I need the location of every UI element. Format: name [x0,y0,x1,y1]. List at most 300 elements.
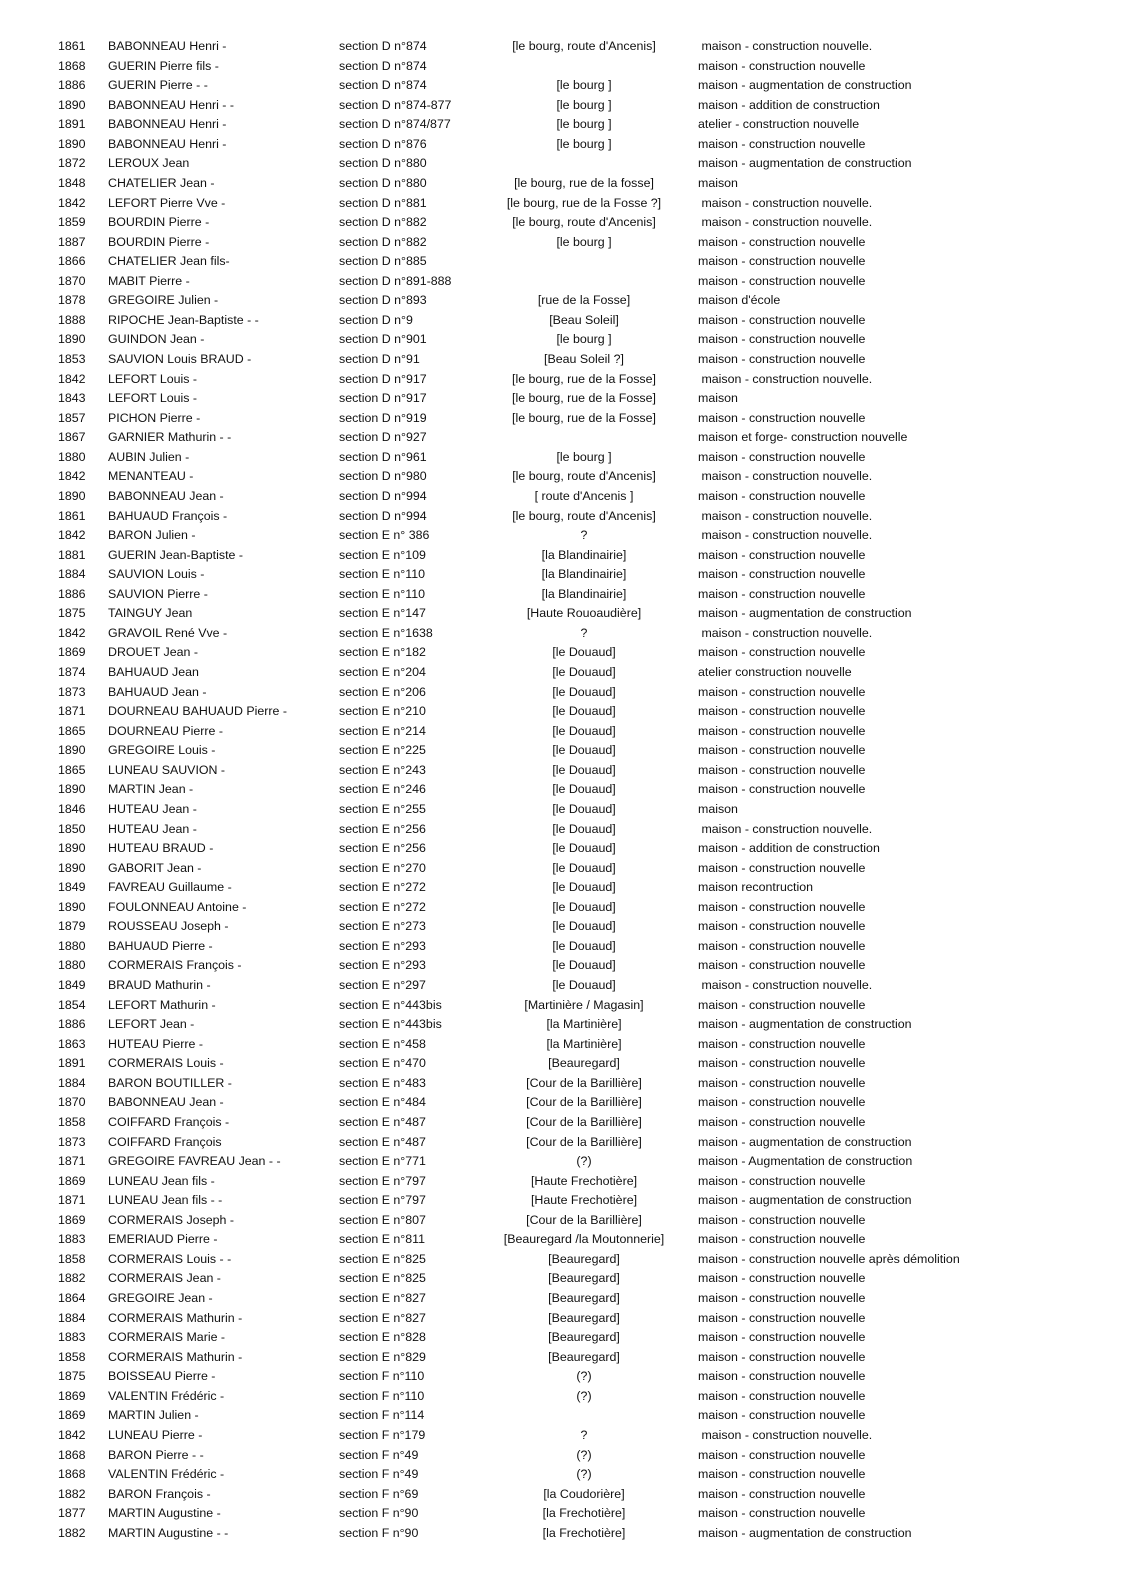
place-cell: [le bourg, route d'Ancenis] [512,39,656,53]
section-cell: section D n°9 [339,312,413,327]
description-cell: maison - construction nouvelle [698,254,866,269]
table-row [0,1152,1123,1172]
name-cell: CORMERAIS Louis - - [108,1251,232,1266]
place-cell: [Beau Soleil] [549,312,619,327]
name-cell: PICHON Pierre - [108,410,201,425]
table-row [0,507,1123,527]
year-cell: 1842 [58,195,86,210]
table-row [0,546,1123,566]
table-row [0,585,1123,605]
place-cell: (?) [576,1467,592,1482]
description-cell: maison - construction nouvelle [698,684,866,699]
year-cell: 1861 [58,39,86,53]
year-cell: 1842 [58,469,86,484]
section-cell: section E n°828 [339,1330,426,1345]
year-cell: 1869 [58,1212,86,1227]
year-cell: 1865 [58,762,86,777]
table-row [0,1328,1123,1348]
section-cell: section E n°256 [339,841,426,856]
place-cell: ? [580,528,588,543]
section-cell: section E n°214 [339,723,426,738]
name-cell: BOURDIN Pierre - [108,234,210,249]
description-cell: maison - construction nouvelle [698,1036,866,1051]
name-cell: RIPOCHE Jean-Baptiste - - [108,312,259,327]
table-row [0,350,1123,370]
place-cell: [le Douaud] [552,860,616,875]
table-row [0,1172,1123,1192]
place-cell: [le Douaud] [552,841,616,856]
description-cell: maison - addition de construction [698,97,880,112]
name-cell: BARON Pierre - - [108,1447,204,1462]
place-cell: [Cour de la Barillière] [526,1134,642,1149]
place-cell: [le Douaud] [552,762,616,777]
description-cell: maison - construction nouvelle [698,488,866,503]
description-cell: maison - construction nouvelle [698,352,866,366]
place-cell: [le bourg, rue de la Fosse] [512,410,656,425]
place-cell: [Beau Soleil ?] [544,352,624,366]
section-cell: section E n°825 [339,1251,426,1266]
table-row [0,370,1123,390]
section-cell: section E n°273 [339,919,426,934]
section-cell: section E n°771 [339,1154,426,1169]
name-cell: HUTEAU BRAUD - [108,841,214,856]
name-cell: COIFFARD François [108,1134,222,1149]
name-cell: LEROUX Jean [108,156,190,171]
section-cell: section E n°182 [339,645,426,660]
name-cell: BRAUD Mathurin - [108,978,211,992]
section-cell: section D n°891-888 [339,273,452,288]
section-cell: section E n°255 [339,801,426,816]
year-cell: 1842 [58,528,86,543]
place-cell: [Cour de la Barillière] [526,1212,642,1227]
description-cell: maison - construction nouvelle [698,899,866,914]
section-cell: section E n°487 [339,1114,426,1129]
section-cell: section E n°272 [339,880,426,895]
section-cell: section D n°881 [339,195,427,210]
description-cell: maison [698,801,738,816]
year-cell: 1848 [58,175,86,190]
table-row [0,1015,1123,1035]
table-row [0,741,1123,761]
section-cell: section D n°91 [339,352,420,366]
year-cell: 1884 [58,1075,86,1090]
table-row [0,956,1123,976]
name-cell: GREGOIRE Julien - [108,293,219,308]
place-cell: [le Douaud] [552,899,616,914]
description-cell: maison - construction nouvelle [698,743,866,758]
description-cell: maison - construction nouvelle [698,645,866,660]
description-cell: maison - construction nouvelle [698,1330,866,1345]
year-cell: 1873 [58,1134,86,1149]
description-cell: maison - construction nouvelle [698,782,866,797]
name-cell: CORMERAIS Jean - [108,1271,221,1286]
section-cell: section F n°90 [339,1506,419,1521]
table-row [0,1191,1123,1211]
place-cell: [Cour de la Barillière] [526,1075,642,1090]
place-cell: [le Douaud] [552,978,616,992]
table-row [0,272,1123,292]
section-cell: section E n°443bis [339,997,442,1012]
place-cell: (?) [576,1369,592,1384]
description-cell: maison - construction nouvelle [698,586,866,601]
description-cell: maison - construction nouvelle [698,1388,866,1403]
description-cell: maison - construction nouvelle [698,1486,866,1501]
table-row [0,1250,1123,1270]
year-cell: 1874 [58,665,86,679]
section-cell: section E n°807 [339,1212,426,1227]
year-cell: 1843 [58,391,86,406]
table-row [0,311,1123,331]
table-row [0,233,1123,253]
name-cell: LEFORT Mathurin - [108,997,216,1012]
section-cell: section F n°110 [339,1369,425,1384]
section-cell: section D n°919 [339,410,427,425]
name-cell: CORMERAIS Joseph - [108,1212,235,1227]
section-cell: section E n°797 [339,1173,426,1188]
section-cell: section E n°470 [339,1056,426,1071]
place-cell: [le Douaud] [552,958,616,973]
description-cell: maison - construction nouvelle. [698,508,873,523]
year-cell: 1886 [58,78,86,93]
year-cell: 1873 [58,684,86,699]
name-cell: BOISSEAU Pierre - [108,1369,216,1384]
table-row [0,878,1123,898]
year-cell: 1880 [58,958,86,973]
name-cell: LEFORT Louis - [108,371,198,386]
table-row [0,1465,1123,1485]
table-row [0,409,1123,429]
name-cell: TAINGUY Jean [108,606,193,621]
name-cell: CORMERAIS Marie - [108,1330,226,1345]
section-cell: section E n°829 [339,1349,426,1364]
table-row [0,761,1123,781]
name-cell: AUBIN Julien - [108,449,190,464]
description-cell: maison recontruction [698,880,814,895]
description-cell: maison - construction nouvelle [698,1310,866,1325]
section-cell: section E n°797 [339,1193,426,1208]
table-row [0,135,1123,155]
year-cell: 1883 [58,1330,86,1345]
place-cell: (?) [576,1154,592,1169]
table-row [0,330,1123,350]
description-cell: maison - construction nouvelle [698,273,866,288]
name-cell: LEFORT Jean - [108,1017,195,1032]
place-cell: [le bourg ] [556,78,612,93]
name-cell: BABONNEAU Henri - - [108,97,234,112]
table-row [0,467,1123,487]
year-cell: 1868 [58,1447,86,1462]
year-cell: 1872 [58,156,86,171]
place-cell: [Beauregard] [548,1056,620,1071]
place-cell: [Haute Rouoaudière] [526,606,642,621]
year-cell: 1861 [58,508,86,523]
name-cell: LUNEAU Jean fils - [108,1173,215,1188]
year-cell: 1854 [58,997,86,1012]
place-cell: [la Blandinairie] [541,567,627,582]
table-row [0,624,1123,644]
description-cell: maison - construction nouvelle [698,1467,866,1482]
year-cell: 1842 [58,1427,86,1442]
place-cell: [le Douaud] [552,821,616,836]
description-cell: maison - construction nouvelle [698,136,866,151]
section-cell: section E n°270 [339,860,426,875]
place-cell: [la Martinière] [546,1017,622,1032]
year-cell: 1869 [58,1173,86,1188]
year-cell: 1859 [58,215,86,230]
section-cell: section D n°882 [339,234,427,249]
description-cell: maison - augmentation de construction [698,78,912,93]
section-cell: section D n°994 [339,508,427,523]
year-cell: 1882 [58,1486,86,1501]
name-cell: FOULONNEAU Antoine - [108,899,247,914]
register-table [0,37,1123,1543]
name-cell: GUERIN Pierre fils - [108,58,219,73]
name-cell: CHATELIER Jean fils- [108,254,230,269]
section-cell: section E n°110 [339,586,426,601]
place-cell: [la Martinière] [546,1036,622,1051]
section-cell: section D n°874-877 [339,97,452,112]
table-row [0,565,1123,585]
year-cell: 1887 [58,234,86,249]
section-cell: section E n°204 [339,665,426,679]
table-row [0,1074,1123,1094]
name-cell: BABONNEAU Henri - [108,39,227,53]
description-cell: maison - construction nouvelle [698,567,866,582]
section-cell: section D n°874 [339,39,427,53]
description-cell: maison - construction nouvelle. [698,528,873,543]
table-row [0,976,1123,996]
year-cell: 1878 [58,293,86,308]
place-cell: [Beauregard] [548,1349,620,1364]
description-cell: maison - construction nouvelle [698,1056,866,1071]
table-row [0,448,1123,468]
year-cell: 1886 [58,586,86,601]
section-cell: section E n°297 [339,978,426,992]
name-cell: CORMERAIS Mathurin - [108,1310,243,1325]
name-cell: HUTEAU Jean - [108,821,197,836]
place-cell: [le bourg ] [556,117,612,132]
section-cell: section D n°876 [339,136,427,151]
section-cell: section E n°109 [339,547,426,562]
name-cell: GRAVOIL René Vve - [108,625,228,640]
year-cell: 1886 [58,1017,86,1032]
name-cell: HUTEAU Pierre - [108,1036,204,1051]
table-row [0,663,1123,683]
table-row [0,683,1123,703]
place-cell: [le Douaud] [552,665,616,679]
section-cell: section D n°901 [339,332,427,347]
year-cell: 1857 [58,410,86,425]
description-cell: maison et forge- construction nouvelle [698,430,908,445]
year-cell: 1869 [58,645,86,660]
description-cell: maison - construction nouvelle [698,449,866,464]
name-cell: LEFORT Pierre Vve - [108,195,226,210]
section-cell: section D n°880 [339,175,427,190]
table-row [0,1406,1123,1426]
description-cell: maison - Augmentation de construction [698,1154,913,1169]
year-cell: 1891 [58,1056,86,1071]
year-cell: 1871 [58,1193,86,1208]
description-cell: maison [698,175,738,190]
section-cell: section D n°874 [339,78,427,93]
place-cell: [Beauregard] [548,1251,620,1266]
year-cell: 1890 [58,97,86,112]
year-cell: 1879 [58,919,86,934]
description-cell: maison - construction nouvelle [698,1447,866,1462]
table-row [0,1309,1123,1329]
section-cell: section E n°147 [339,606,426,621]
section-cell: section D n°917 [339,371,427,386]
description-cell: maison - construction nouvelle [698,1291,866,1305]
name-cell: BABONNEAU Jean - [108,488,224,503]
year-cell: 1888 [58,312,86,327]
name-cell: BOURDIN Pierre - [108,215,210,230]
year-cell: 1849 [58,880,86,895]
name-cell: MENANTEAU - [108,469,194,484]
year-cell: 1880 [58,938,86,953]
description-cell: atelier - construction nouvelle [698,117,860,132]
place-cell: [le Douaud] [552,684,616,699]
section-cell: section F n°90 [339,1525,419,1540]
table-row [0,996,1123,1016]
year-cell: 1884 [58,567,86,582]
table-row [0,604,1123,624]
section-cell: section D n°994 [339,488,427,503]
name-cell: LUNEAU Pierre - [108,1427,203,1442]
description-cell: maison - construction nouvelle [698,1349,866,1364]
section-cell: section D n°880 [339,156,427,171]
description-cell: maison - addition de construction [698,841,880,856]
section-cell: section E n°293 [339,958,426,973]
place-cell: [le Douaud] [552,801,616,816]
year-cell: 1880 [58,449,86,464]
description-cell: maison - construction nouvelle [698,860,866,875]
place-cell: [le bourg ] [556,449,612,464]
section-cell: section E n°256 [339,821,426,836]
description-cell: maison - construction nouvelle [698,704,866,719]
description-cell: atelier construction nouvelle [698,665,852,679]
place-cell: [Cour de la Barillière] [526,1095,642,1110]
name-cell: DOURNEAU Pierre - [108,723,223,738]
place-cell: [Beauregard] [548,1291,620,1305]
place-cell: [le bourg, rue de la Fosse] [512,391,656,406]
name-cell: SAUVION Louis BRAUD - [108,352,252,366]
year-cell: 1890 [58,488,86,503]
name-cell: EMERIAUD Pierre - [108,1232,218,1247]
place-cell: [le bourg ] [556,97,612,112]
name-cell: GUINDON Jean - [108,332,205,347]
section-cell: section E n°811 [339,1232,426,1247]
table-row [0,859,1123,879]
description-cell: maison - construction nouvelle [698,1232,866,1247]
description-cell: maison - augmentation de construction [698,1193,912,1208]
name-cell: LUNEAU SAUVION - [108,762,226,777]
table-row [0,917,1123,937]
place-cell: [le Douaud] [552,704,616,719]
section-cell: section F n°69 [339,1486,419,1501]
name-cell: LEFORT Louis - [108,391,198,406]
table-row [0,1446,1123,1466]
year-cell: 1871 [58,704,86,719]
year-cell: 1863 [58,1036,86,1051]
table-row [0,213,1123,233]
section-cell: section E n° 386 [339,528,430,543]
section-cell: section E n°483 [339,1075,426,1090]
year-cell: 1884 [58,1310,86,1325]
year-cell: 1867 [58,430,86,445]
table-row [0,194,1123,214]
description-cell: maison - construction nouvelle. [698,1427,873,1442]
name-cell: MARTIN Julien - [108,1408,199,1423]
description-cell: maison - construction nouvelle. [698,371,873,386]
name-cell: VALENTIN Frédéric - [108,1388,225,1403]
table-row [0,76,1123,96]
year-cell: 1890 [58,136,86,151]
place-cell: [la Blandinairie] [541,547,627,562]
table-row [0,115,1123,135]
table-row [0,1367,1123,1387]
section-cell: section F n°179 [339,1427,426,1442]
place-cell: [le bourg, route d'Ancenis] [512,215,656,230]
year-cell: 1882 [58,1525,86,1540]
name-cell: MARTIN Jean - [108,782,194,797]
name-cell: BAHUAUD Jean - [108,684,207,699]
description-cell: maison [698,391,738,406]
place-cell: [le Douaud] [552,743,616,758]
section-cell: section E n°110 [339,567,426,582]
year-cell: 1875 [58,606,86,621]
year-cell: 1883 [58,1232,86,1247]
description-cell: maison - construction nouvelle [698,312,866,327]
place-cell: [rue de la Fosse] [537,293,631,308]
table-row [0,800,1123,820]
description-cell: maison d'école [698,293,781,308]
table-row [0,252,1123,272]
year-cell: 1864 [58,1291,86,1305]
table-row [0,291,1123,311]
table-row [0,1387,1123,1407]
section-cell: section D n°874/877 [339,117,451,132]
description-cell: maison - construction nouvelle après démolition [698,1251,960,1266]
place-cell: [le Douaud] [552,723,616,738]
table-row [0,643,1123,663]
table-row [0,487,1123,507]
place-cell: (?) [576,1447,592,1462]
year-cell: 1877 [58,1506,86,1521]
year-cell: 1871 [58,1154,86,1169]
name-cell: HUTEAU Jean - [108,801,197,816]
section-cell: section E n°210 [339,704,426,719]
name-cell: GREGOIRE Jean - [108,1291,213,1305]
name-cell: GABORIT Jean - [108,860,202,875]
year-cell: 1868 [58,1467,86,1482]
name-cell: GREGOIRE Louis - [108,743,216,758]
table-row [0,389,1123,409]
section-cell: section F n°110 [339,1388,425,1403]
year-cell: 1881 [58,547,86,562]
name-cell: BAHUAUD Jean [108,665,199,679]
place-cell: [Beauregard] [548,1271,620,1286]
place-cell: [le bourg, rue de la fosse] [514,175,654,190]
year-cell: 1869 [58,1408,86,1423]
description-cell: maison - construction nouvelle [698,762,866,777]
place-cell: [le bourg ] [556,234,612,249]
section-cell: section E n°293 [339,938,426,953]
name-cell: GREGOIRE FAVREAU Jean - - [108,1154,281,1169]
section-cell: section D n°927 [339,430,427,445]
section-cell: section E n°825 [339,1271,426,1286]
year-cell: 1870 [58,1095,86,1110]
